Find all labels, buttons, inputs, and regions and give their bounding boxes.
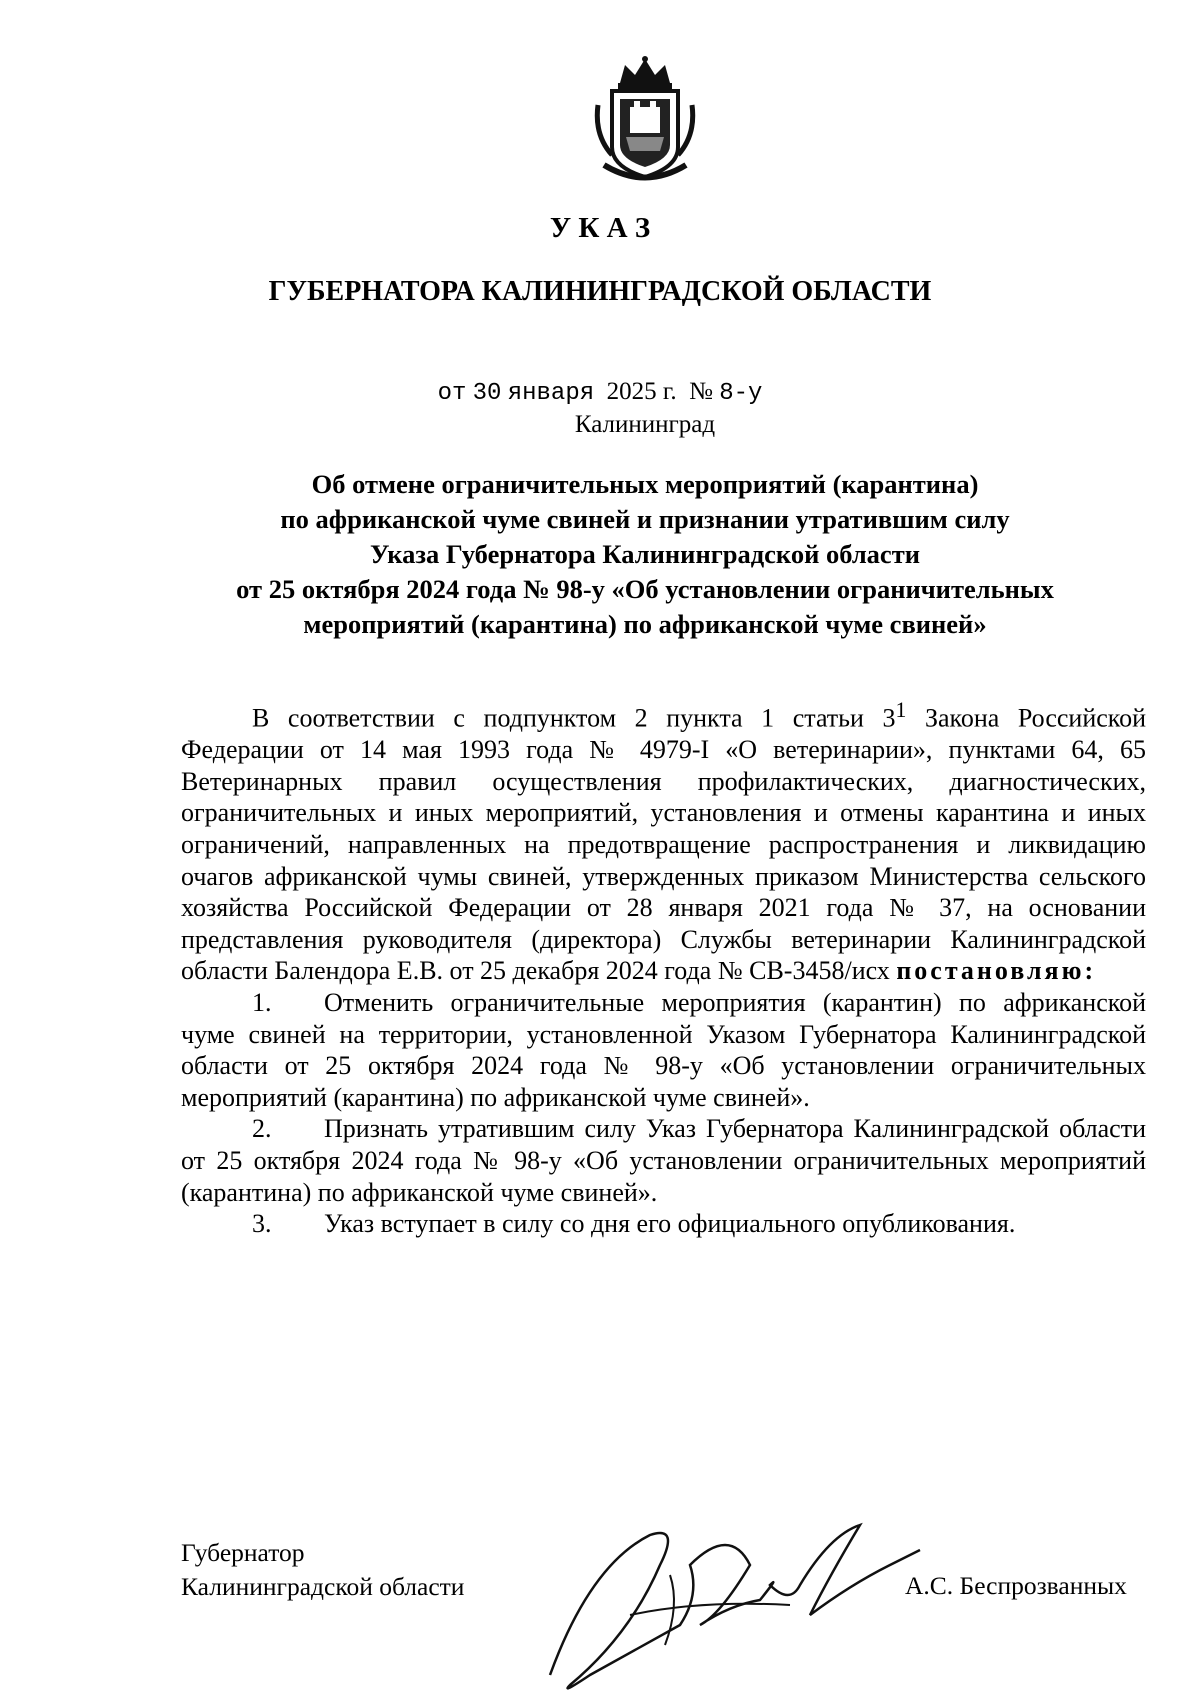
handwritten-signature bbox=[530, 1505, 930, 1705]
item-text: Указ вступает в силу со дня его официального опубликования. bbox=[324, 1209, 1016, 1239]
preamble-text-a: В соответствии с подпунктом 2 пункта 1 статьи 3 bbox=[252, 703, 896, 733]
subject-line: Об отмене ограничительных мероприятий (карантина) bbox=[311, 469, 979, 499]
decree-body bbox=[181, 695, 1146, 1240]
decree-number: 8-у bbox=[719, 380, 763, 407]
subject-line: Указа Губернатора Калининградской области bbox=[370, 539, 920, 569]
number-sign: № bbox=[689, 378, 713, 405]
subject-line: мероприятий (карантина) по африканской чуме свиней» bbox=[303, 609, 987, 639]
item-number: 3. bbox=[252, 1209, 272, 1239]
item-number: 2. bbox=[252, 1114, 272, 1144]
date-month: января bbox=[507, 380, 595, 407]
preamble-text-b: Закона Российской Федерации от 14 мая 1993 года № 4979-I «О ветеринарии», пунктами 64, 65 Ветеринарных правил осуществления профилактических, диагностических, ограничительных и иных мероприятий, установления и отмены карантина и иных ограничений, направленных на предотвращение распространения и ликвидацию очагов африканской чумы свиней, утвержденных приказом Министерства сельского хозяйства Российской Федерации от 28 января 2021 года № 37, на основании представления руководителя (директора) Службы ветеринарии Калининградской области Балендора Е.В. от 25 декабря 2024 года № СВ-3458/исх bbox=[181, 703, 1146, 986]
decree-item bbox=[181, 1208, 1146, 1240]
preamble-paragraph bbox=[181, 695, 1146, 987]
date-day: 30 bbox=[472, 380, 502, 407]
document-type: У К А З bbox=[549, 212, 651, 244]
signatory-name: А.С. Беспрозванных bbox=[905, 1571, 1127, 1600]
signatory-position bbox=[181, 1536, 464, 1604]
date-year: 2025 г. bbox=[606, 378, 677, 405]
preamble-superscript: 1 bbox=[895, 698, 907, 722]
decree-word: постановляю: bbox=[896, 956, 1097, 986]
decree-subject bbox=[180, 467, 1110, 642]
subject-line: по африканской чуме свиней и признании утратившим силу bbox=[280, 504, 1010, 534]
item-text: Отменить ограничительные мероприятия (карантин) по африканской чуме свиней на территории, установленной Указом Губернатора Калининградской области от 25 октября 2024 года № 98-у «Об установлении ограничительных мероприятий (карантина) по африканской чуме свиней». bbox=[181, 988, 1146, 1112]
position-line: Калининградской области bbox=[181, 1572, 465, 1601]
item-number: 1. bbox=[252, 988, 272, 1017]
date-from: от bbox=[437, 380, 467, 407]
city: Калининград bbox=[574, 411, 716, 438]
decree-item bbox=[181, 1113, 1146, 1208]
coat-of-arms-emblem bbox=[590, 55, 700, 185]
issuer-title: ГУБЕРНАТОРА КАЛИНИНГРАДСКОЙ ОБЛАСТИ bbox=[268, 276, 932, 307]
item-text: Признать утратившим силу Указ Губернатора Калининградской области от 25 октября 2024 года № 98-у «Об установлении ограничительных мероприятий (карантина) по африканской чуме свиней». bbox=[181, 1114, 1146, 1207]
subject-line: от 25 октября 2024 года № 98-у «Об установлении ограничительных bbox=[236, 574, 1054, 604]
date-number-line bbox=[0, 378, 1200, 407]
position-line: Губернатор bbox=[181, 1538, 305, 1567]
decree-item bbox=[181, 987, 1146, 1113]
